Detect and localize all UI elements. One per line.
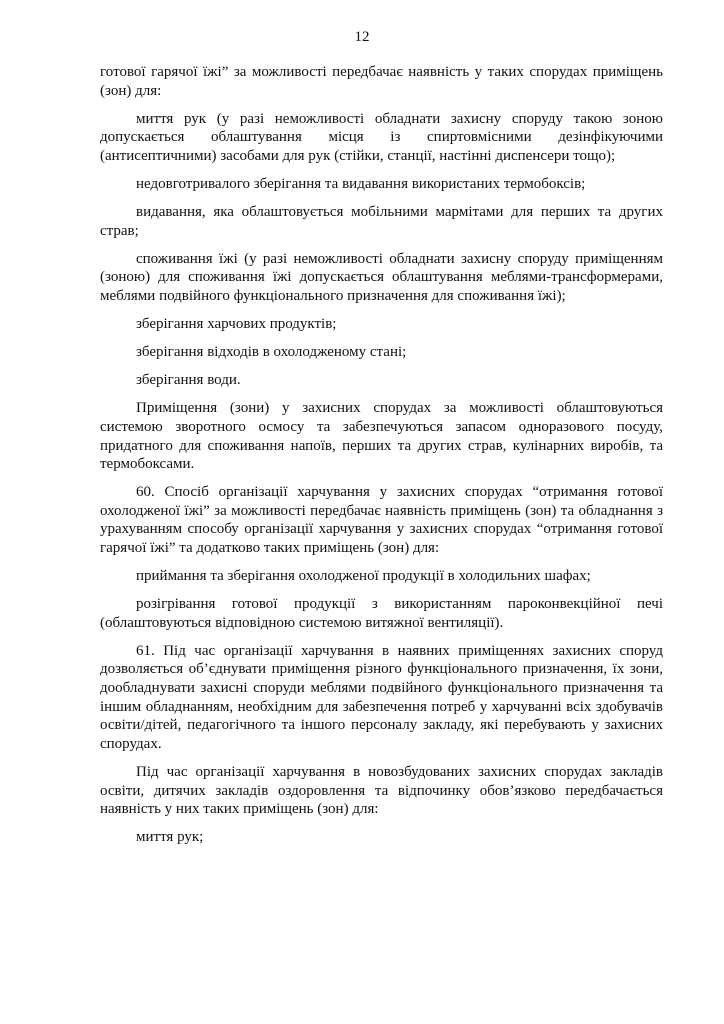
- page-number: 12: [354, 29, 370, 45]
- paragraph-list-item: миття рук (у разі неможливості обладнати захисну споруду такою зоною допускається облаштування місця із спиртовмісними дезінфікуючими (антисептичними) засобами для рук (стійки, станції, настінні диспенсери тощо);: [100, 110, 663, 164]
- paragraph-list-item: зберігання харчових продуктів;: [136, 316, 337, 333]
- paragraph-continuation: готової гарячої їжі” за можливості передбачає наявність у таких спорудах приміщень (зон) для:: [100, 64, 663, 99]
- paragraph-list-item: зберігання відходів в охолодженому стані;: [136, 344, 407, 361]
- paragraph-list-item: видавання, яка облаштовується мобільними мармітами для перших та других страв;: [100, 204, 663, 239]
- document-body: [100, 63, 663, 856]
- paragraph: Під час організації харчування в новозбудованих захисних спорудах закладів освіти, дитячих закладів оздоровлення та відпочинку обов’язково передбачається наявність у них таких приміщень (зон) для:: [100, 763, 663, 818]
- paragraph-list-item: недовготривалого зберігання та видавання використаних термобоксів;: [136, 175, 586, 192]
- paragraph-list-item: приймання та зберігання охолодженої продукції в холодильних шафах;: [136, 568, 591, 585]
- paragraph-section-61: 61. Під час організації харчування в наявних приміщеннях захисних споруд дозволяється об’єднувати приміщення різного функціонального призначення, їх зони, дообладнувати захисні споруди меблями подвійного функціонального призначення та іншим обладнанням, необхідним для забезпечення потреб у харчуванні всіх здобувачів освіти/дітей, педагогічного та іншого персоналу закладу, які перебувають у захисних спорудах.: [100, 642, 663, 752]
- paragraph-list-item: миття рук;: [136, 829, 204, 846]
- paragraph-list-item: споживання їжі (у разі неможливості обладнати захисну споруду приміщенням (зоною) для споживання їжі допускається облаштування меблями-трансформерами, меблями подвійного функціонального призначення для споживання їжі);: [100, 250, 663, 304]
- paragraph: Приміщення (зони) у захисних спорудах за можливості облаштовуються системою зворотного осмосу та забезпечуються запасом одноразового посуду, придатного для споживання напоїв, перших та других страв, кулінарних виробів, та термобоксами.: [100, 400, 663, 473]
- paragraph-list-item: зберігання води.: [136, 372, 241, 389]
- paragraph-section-60: 60. Спосіб організації харчування у захисних спорудах “отримання готової охолодженої їжі” за можливості передбачає наявність приміщень (зон) та обладнання з урахуванням способу організації харчування у захисних спорудах “отримання готової гарячої їжі” та додатково таких приміщень (зон) для:: [100, 484, 663, 556]
- paragraph-list-item: розігрівання готової продукції з використанням пароконвекційної печі (облаштовуються відповідною системою витяжної вентиляції).: [100, 596, 663, 631]
